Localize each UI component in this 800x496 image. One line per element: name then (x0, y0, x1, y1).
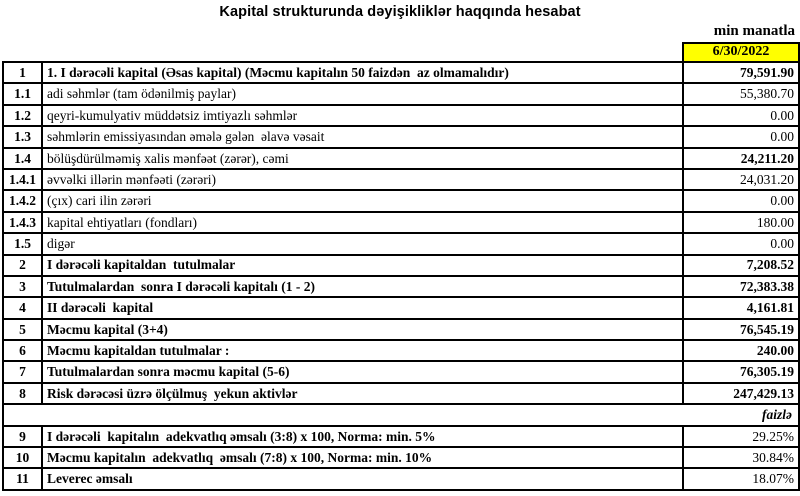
row-number: 1.3 (3, 126, 42, 147)
row-value: 7,208.52 (683, 255, 799, 276)
row-label: qeyri-kumulyativ müddətsiz imtiyazlı səhmlər (42, 105, 683, 126)
row-value: 18.07% (683, 468, 799, 489)
date-header-cell: 6/30/2022 (683, 43, 799, 62)
row-value: 24,211.20 (683, 148, 799, 169)
table-row (3, 383, 799, 404)
row-label: səhmlərin emissiyasından əmələ gələn əlavə vəsait (42, 126, 683, 147)
row-value: 79,591.90 (683, 62, 799, 83)
header-blank-cell (42, 43, 683, 62)
row-label: Məcmu kapitaldan tutulmalar : (42, 340, 683, 361)
row-label: Leverec əmsalı (42, 468, 683, 489)
row-label: II dərəcəli kapital (42, 297, 683, 318)
row-number: 1.4 (3, 148, 42, 169)
table-row (3, 361, 799, 382)
row-value: 247,429.13 (683, 383, 799, 404)
row-label: digər (42, 233, 683, 254)
table-row (3, 468, 799, 489)
table-row (3, 126, 799, 147)
table-row (3, 255, 799, 276)
table-row (3, 83, 799, 104)
row-label: əvvəlki illərin mənfəəti (zərəri) (42, 169, 683, 190)
row-label: 1. I dərəcəli kapital (Əsas kapital) (Məcmu kapitalın 50 faizdən az olmamalıdır) (42, 62, 683, 83)
row-value: 30.84% (683, 447, 799, 468)
row-value: 0.00 (683, 190, 799, 211)
capital-structure-table (2, 42, 800, 491)
row-number: 3 (3, 276, 42, 297)
row-value: 24,031.20 (683, 169, 799, 190)
table-row (3, 169, 799, 190)
row-number: 1.4.2 (3, 190, 42, 211)
row-value: 240.00 (683, 340, 799, 361)
table-row (3, 276, 799, 297)
row-value: 76,305.19 (683, 361, 799, 382)
row-number: 1.2 (3, 105, 42, 126)
table-row (3, 212, 799, 233)
row-value: 72,383.38 (683, 276, 799, 297)
row-label: (çıx) cari ilin zərəri (42, 190, 683, 211)
table-row (3, 297, 799, 318)
row-label: I dərəcəli kapitalın adekvatlıq əmsalı (3:8) x 100, Norma: min. 5% (42, 426, 683, 447)
row-number: 8 (3, 383, 42, 404)
percent-section-row (3, 404, 799, 425)
table-row (3, 105, 799, 126)
row-number: 4 (3, 297, 42, 318)
row-number: 2 (3, 255, 42, 276)
table-body (3, 62, 799, 490)
row-number: 7 (3, 361, 42, 382)
row-number: 1.4.1 (3, 169, 42, 190)
row-label: Risk dərəcəsi üzrə ölçülmuş yekun aktivlər (42, 383, 683, 404)
row-number: 1.4.3 (3, 212, 42, 233)
row-value: 0.00 (683, 233, 799, 254)
table-row (3, 148, 799, 169)
table-row (3, 190, 799, 211)
row-number: 1 (3, 62, 42, 83)
row-number: 9 (3, 426, 42, 447)
date-header-row (3, 43, 799, 62)
table-row (3, 340, 799, 361)
row-label: kapital ehtiyatları (fondları) (42, 212, 683, 233)
row-label: Tutulmalardan sonra I dərəcəli kapitalı (1 - 2) (42, 276, 683, 297)
unit-note: min manatla (713, 23, 795, 39)
table-row (3, 62, 799, 83)
row-value: 29.25% (683, 426, 799, 447)
row-value: 0.00 (683, 126, 799, 147)
row-number: 1.5 (3, 233, 42, 254)
report-title: Kapital strukturunda dəyişikliklər haqqında hesabat (219, 4, 581, 20)
row-value: 180.00 (683, 212, 799, 233)
table-row (3, 426, 799, 447)
row-number: 1.1 (3, 83, 42, 104)
row-label: Tutulmalardan sonra məcmu kapital (5-6) (42, 361, 683, 382)
row-label: I dərəcəli kapitaldan tutulmalar (42, 255, 683, 276)
table-row (3, 319, 799, 340)
table-row (3, 233, 799, 254)
row-number: 11 (3, 468, 42, 489)
row-value: 4,161.81 (683, 297, 799, 318)
table-row (3, 447, 799, 468)
row-number: 6 (3, 340, 42, 361)
row-label: Məcmu kapital (3+4) (42, 319, 683, 340)
row-label: bölüşdürülməmiş xalis mənfəət (zərər), cəmi (42, 148, 683, 169)
row-label: adi səhmlər (tam ödənilmiş paylar) (42, 83, 683, 104)
row-number: 5 (3, 319, 42, 340)
row-label: Məcmu kapitalın adekvatlıq əmsalı (7:8) x 100, Norma: min. 10% (42, 447, 683, 468)
row-value: 0.00 (683, 105, 799, 126)
row-value: 76,545.19 (683, 319, 799, 340)
row-number: 10 (3, 447, 42, 468)
row-value: 55,380.70 (683, 83, 799, 104)
percent-section-label: faizlə (3, 404, 799, 425)
header-blank-cell (3, 43, 42, 62)
